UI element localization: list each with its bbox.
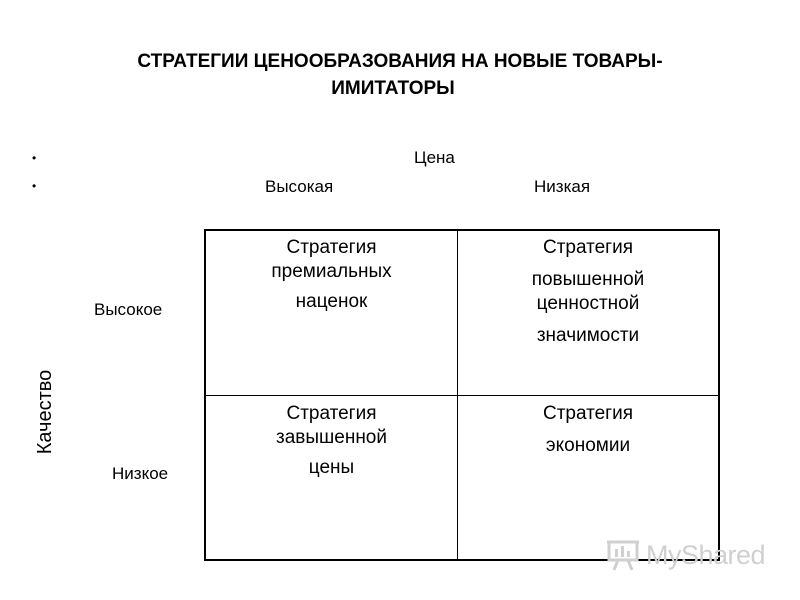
price-high-label: Высокая	[265, 177, 334, 196]
cell-line: ценностной	[536, 293, 640, 314]
cell-line: повышенной	[531, 269, 645, 290]
myshared-watermark	[606, 537, 766, 573]
cell-line: Стратегия	[286, 403, 377, 424]
cell-line: экономии	[545, 435, 631, 456]
cell-line: Стратегия	[286, 237, 377, 258]
title-line-2: ИМИТАТОРЫ	[331, 78, 455, 99]
cell-high-value	[458, 236, 718, 348]
quality-axis-label: Качество	[34, 369, 56, 455]
price-axis-label: Цена	[414, 148, 455, 167]
cell-line: значимости	[536, 325, 640, 346]
title-line-1: СТРАТЕГИИ ЦЕНООБРАЗОВАНИЯ НА НОВЫЕ ТОВАРЫ-	[137, 51, 663, 72]
cell-economy	[458, 402, 718, 458]
presentation-board-icon	[606, 539, 640, 571]
matrix-horizontal-divider	[206, 395, 718, 396]
cell-premium-markup	[206, 236, 457, 314]
cell-overpricing	[206, 402, 457, 480]
cell-line: Стратегия	[542, 237, 634, 258]
bullet-2: •	[32, 179, 37, 193]
quality-high-label: Высокое	[94, 300, 163, 319]
quality-low-label: Низкое	[112, 464, 169, 483]
watermark-text: MyShared	[646, 540, 766, 570]
cell-line: завышенной	[275, 427, 387, 448]
cell-line: наценок	[295, 291, 368, 312]
price-low-label: Низкая	[534, 177, 591, 196]
page-title	[0, 48, 800, 102]
cell-line: цены	[308, 457, 355, 478]
cell-line: Стратегия	[542, 403, 634, 424]
cell-line: премиальных	[271, 261, 392, 282]
bullet-1: •	[32, 151, 37, 165]
